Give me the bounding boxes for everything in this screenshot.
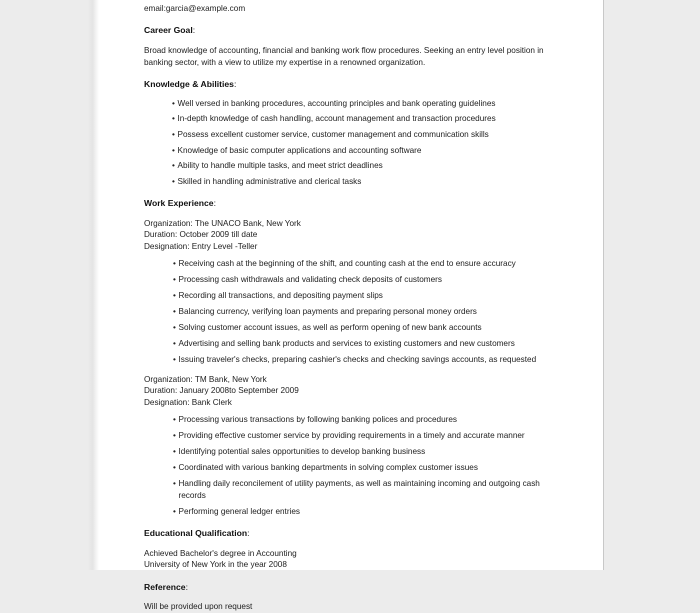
knowledge-abilities-heading-text: Knowledge & Abilities: [144, 79, 234, 90]
list-item-text: Coordinated with various banking departments in solving complex customer issues: [178, 463, 478, 473]
bullet-point-icon: •: [172, 129, 175, 139]
list-item: [173, 414, 559, 425]
page-content: [144, 0, 559, 613]
education-degree: Achieved Bachelor's degree in Accounting: [144, 548, 297, 558]
bullet-point-icon: •: [173, 323, 176, 333]
resume-page: [99, 0, 604, 612]
bullet-point-icon: •: [172, 145, 175, 155]
list-item: [172, 160, 559, 171]
list-item: [172, 98, 559, 109]
list-item-text: Recording all transactions, and depositing payment slips: [178, 291, 383, 301]
contact-email-line: email:garcia@example.com: [144, 4, 246, 13]
list-item-text: Performing general ledger entries: [178, 506, 301, 516]
bullet-point-icon: •: [173, 355, 176, 365]
bullet-point-icon: •: [173, 463, 176, 473]
job-duties-list: [144, 258, 559, 365]
job-duration: Duration: January 2008to September 2009: [144, 386, 299, 396]
list-item-text: Solving customer account issues, as well as perform opening of new bank accounts: [178, 323, 482, 333]
job-entry: [144, 374, 559, 517]
list-item-text: Handling daily reconcilement of utility payments, as well as maintaining incoming and outgoing cash records: [178, 479, 540, 500]
educational-qualification-heading-colon: :: [247, 527, 250, 538]
section-heading-career-goal: [144, 25, 559, 37]
section-heading-educational-qualification: [144, 528, 559, 540]
job-organization: Organization: The UNACO Bank, New York: [144, 218, 301, 228]
education-entry: [144, 548, 559, 571]
list-item-text: Ability to handle multiple tasks, and meet strict deadlines: [177, 161, 383, 171]
career-goal-heading-text: Career Goal: [144, 25, 193, 36]
bullet-point-icon: •: [173, 339, 176, 349]
knowledge-abilities-list: [144, 98, 559, 187]
education-institution: University of New York in the year 2008: [144, 560, 287, 570]
reference-heading-text: Reference: [144, 581, 186, 592]
educational-qualification-heading-text: Educational Qualification: [144, 527, 248, 538]
list-item-text: Possess excellent customer service, customer management and communication skills: [177, 129, 489, 139]
list-item-text: Receiving cash at the beginning of the shift, and counting cash at the end to ensure accuracy: [178, 259, 516, 269]
list-item: [173, 306, 559, 317]
list-item: [172, 113, 559, 124]
bullet-point-icon: •: [172, 161, 175, 171]
list-item-text: Skilled in handling administrative and clerical tasks: [177, 176, 362, 186]
list-item: [173, 506, 559, 517]
list-item: [173, 430, 559, 441]
bullet-point-icon: •: [173, 275, 176, 285]
section-heading-knowledge-abilities: [144, 79, 559, 91]
knowledge-abilities-heading-colon: :: [233, 79, 237, 90]
list-item-text: Advertising and selling bank products and services to existing customers and new customers: [178, 339, 515, 349]
career-goal-heading-colon: :: [192, 25, 196, 36]
list-item: [173, 322, 559, 333]
bullet-point-icon: •: [172, 176, 175, 186]
list-item: [173, 478, 559, 501]
bullet-point-icon: •: [173, 506, 176, 516]
reference-entry: [144, 601, 559, 613]
bullet-point-icon: •: [173, 431, 176, 441]
bullet-point-icon: •: [173, 415, 176, 425]
list-item-text: Balancing currency, verifying loan payments and preparing personal money orders: [178, 307, 477, 317]
list-item-text: Well versed in banking procedures, accounting principles and bank operating guidelines: [177, 98, 496, 108]
page-left-shadow: [88, 0, 99, 570]
list-item: [172, 176, 559, 187]
bullet-point-icon: •: [173, 291, 176, 301]
list-item-text: Knowledge of basic computer applications and accounting software: [177, 145, 422, 155]
bullet-point-icon: •: [173, 479, 176, 489]
list-item-text: Providing effective customer service by providing requirements in a timely and accurate manner: [178, 431, 525, 441]
bullet-point-icon: •: [173, 259, 176, 269]
list-item: [173, 462, 559, 473]
list-item: [173, 338, 559, 349]
reference-text: Will be provided upon request: [144, 602, 253, 612]
list-item-text: Processing various transactions by following banking polices and procedures: [178, 415, 458, 425]
list-item: [173, 290, 559, 301]
list-item: [172, 145, 559, 156]
reference-heading-colon: :: [185, 581, 188, 592]
bullet-point-icon: •: [173, 447, 176, 457]
job-duties-list: [144, 414, 559, 517]
job-designation: Designation: Bank Clerk: [144, 397, 232, 407]
list-item-text: Issuing traveler's checks, preparing cashier's checks and checking savings accounts, as requested: [178, 355, 537, 365]
job-designation: Designation: Entry Level -Teller: [144, 241, 258, 251]
career-goal-paragraph: Broad knowledge of accounting, financial and banking work flow procedures. Seeking an entry level position in banking sector, with a view to utilize my expertise in a renowned organization.: [144, 46, 544, 67]
job-organization: Organization: TM Bank, New York: [144, 374, 267, 384]
bullet-point-icon: •: [172, 98, 175, 108]
bullet-point-icon: •: [173, 307, 176, 317]
list-item-text: Identifying potential sales opportunities to develop banking business: [178, 447, 426, 457]
list-item-text: Processing cash withdrawals and validating check deposits of customers: [178, 275, 442, 285]
work-experience-heading-colon: :: [213, 198, 216, 209]
list-item-text: In-depth knowledge of cash handling, account management and transaction procedures: [177, 114, 496, 124]
section-heading-reference: [144, 582, 559, 594]
section-heading-work-experience: [144, 198, 559, 210]
list-item: [173, 274, 559, 285]
work-experience-heading-text: Work Experience: [144, 198, 214, 209]
job-entry: [144, 218, 559, 366]
list-item: [173, 446, 559, 457]
bullet-point-icon: •: [172, 114, 175, 124]
list-item: [172, 129, 559, 140]
list-item: [173, 354, 559, 365]
job-duration: Duration: October 2009 till date: [144, 230, 258, 240]
list-item: [173, 258, 559, 269]
